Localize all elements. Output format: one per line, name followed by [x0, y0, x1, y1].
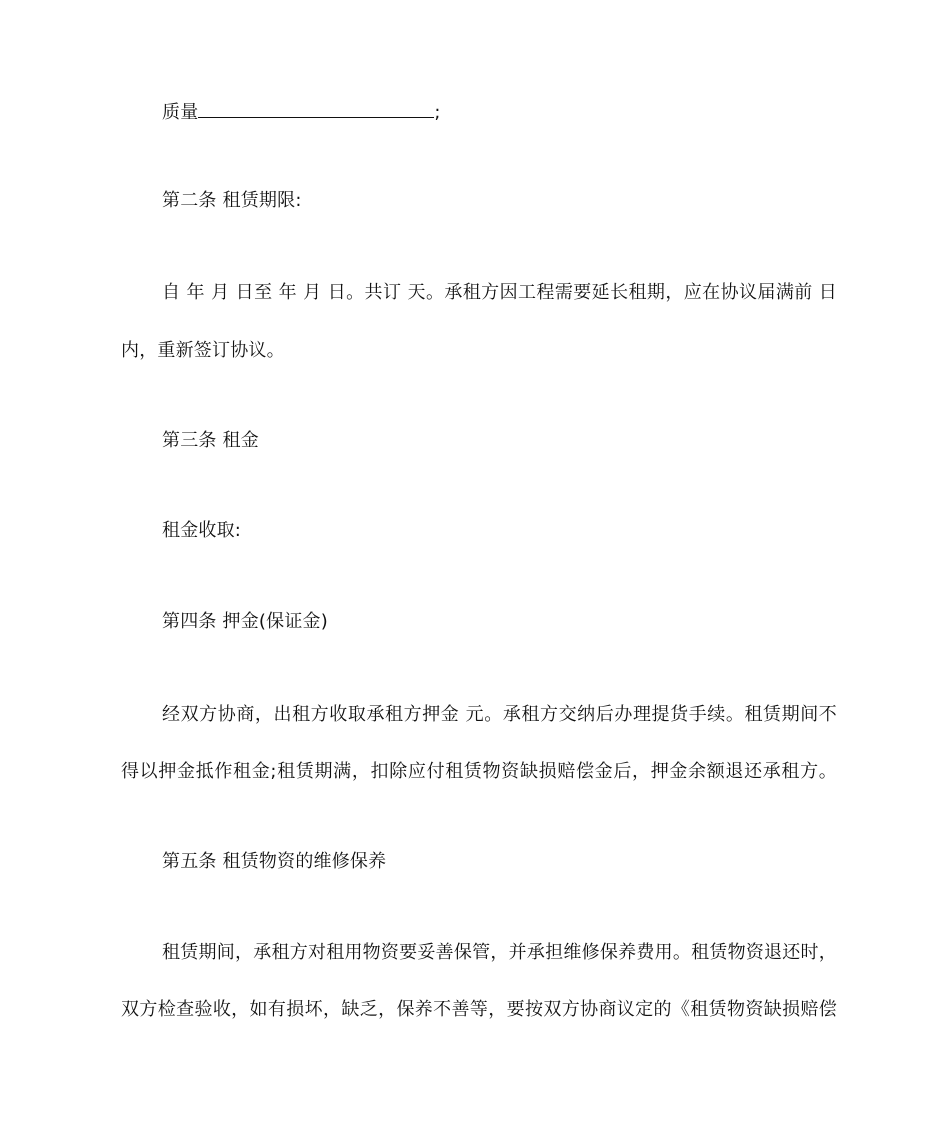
article2-title: 第二条 租赁期限:	[162, 190, 302, 211]
article4-paragraph-line1: 经双方协商，出租方收取承租方押金 元。承租方交纳后办理提货手续。租赁期间不	[162, 704, 837, 725]
article3-title: 第三条 租金	[162, 430, 259, 451]
quality-end: ;	[434, 102, 441, 123]
article4-paragraph-line2: 得以押金抵作租金;租赁期满，扣除应付租赁物资缺损赔偿金后，押金余额退还承租方。	[121, 761, 837, 782]
article4-title: 第四条 押金(保证金)	[162, 611, 328, 632]
article3-subtitle: 租金收取:	[162, 520, 242, 541]
article2-paragraph-line1: 自 年 月 日至 年 月 日。共订 天。承租方因工程需要延长租期，应在协议届满前 日	[162, 282, 837, 303]
article5-paragraph-line2: 双方检查验收，如有损坏，缺乏，保养不善等，要按双方协商议定的《租赁物资缺损赔偿	[121, 999, 837, 1020]
quality-line	[162, 99, 882, 125]
article5-paragraph-line1: 租赁期间，承租方对租用物资要妥善保管，并承担维修保养费用。租赁物资退还时，	[162, 942, 837, 963]
quality-label: 质量	[162, 102, 199, 123]
quality-blank-field	[198, 99, 434, 118]
article5-title: 第五条 租赁物资的维修保养	[162, 851, 387, 872]
article2-paragraph-line2: 内，重新签订协议。	[121, 340, 285, 361]
